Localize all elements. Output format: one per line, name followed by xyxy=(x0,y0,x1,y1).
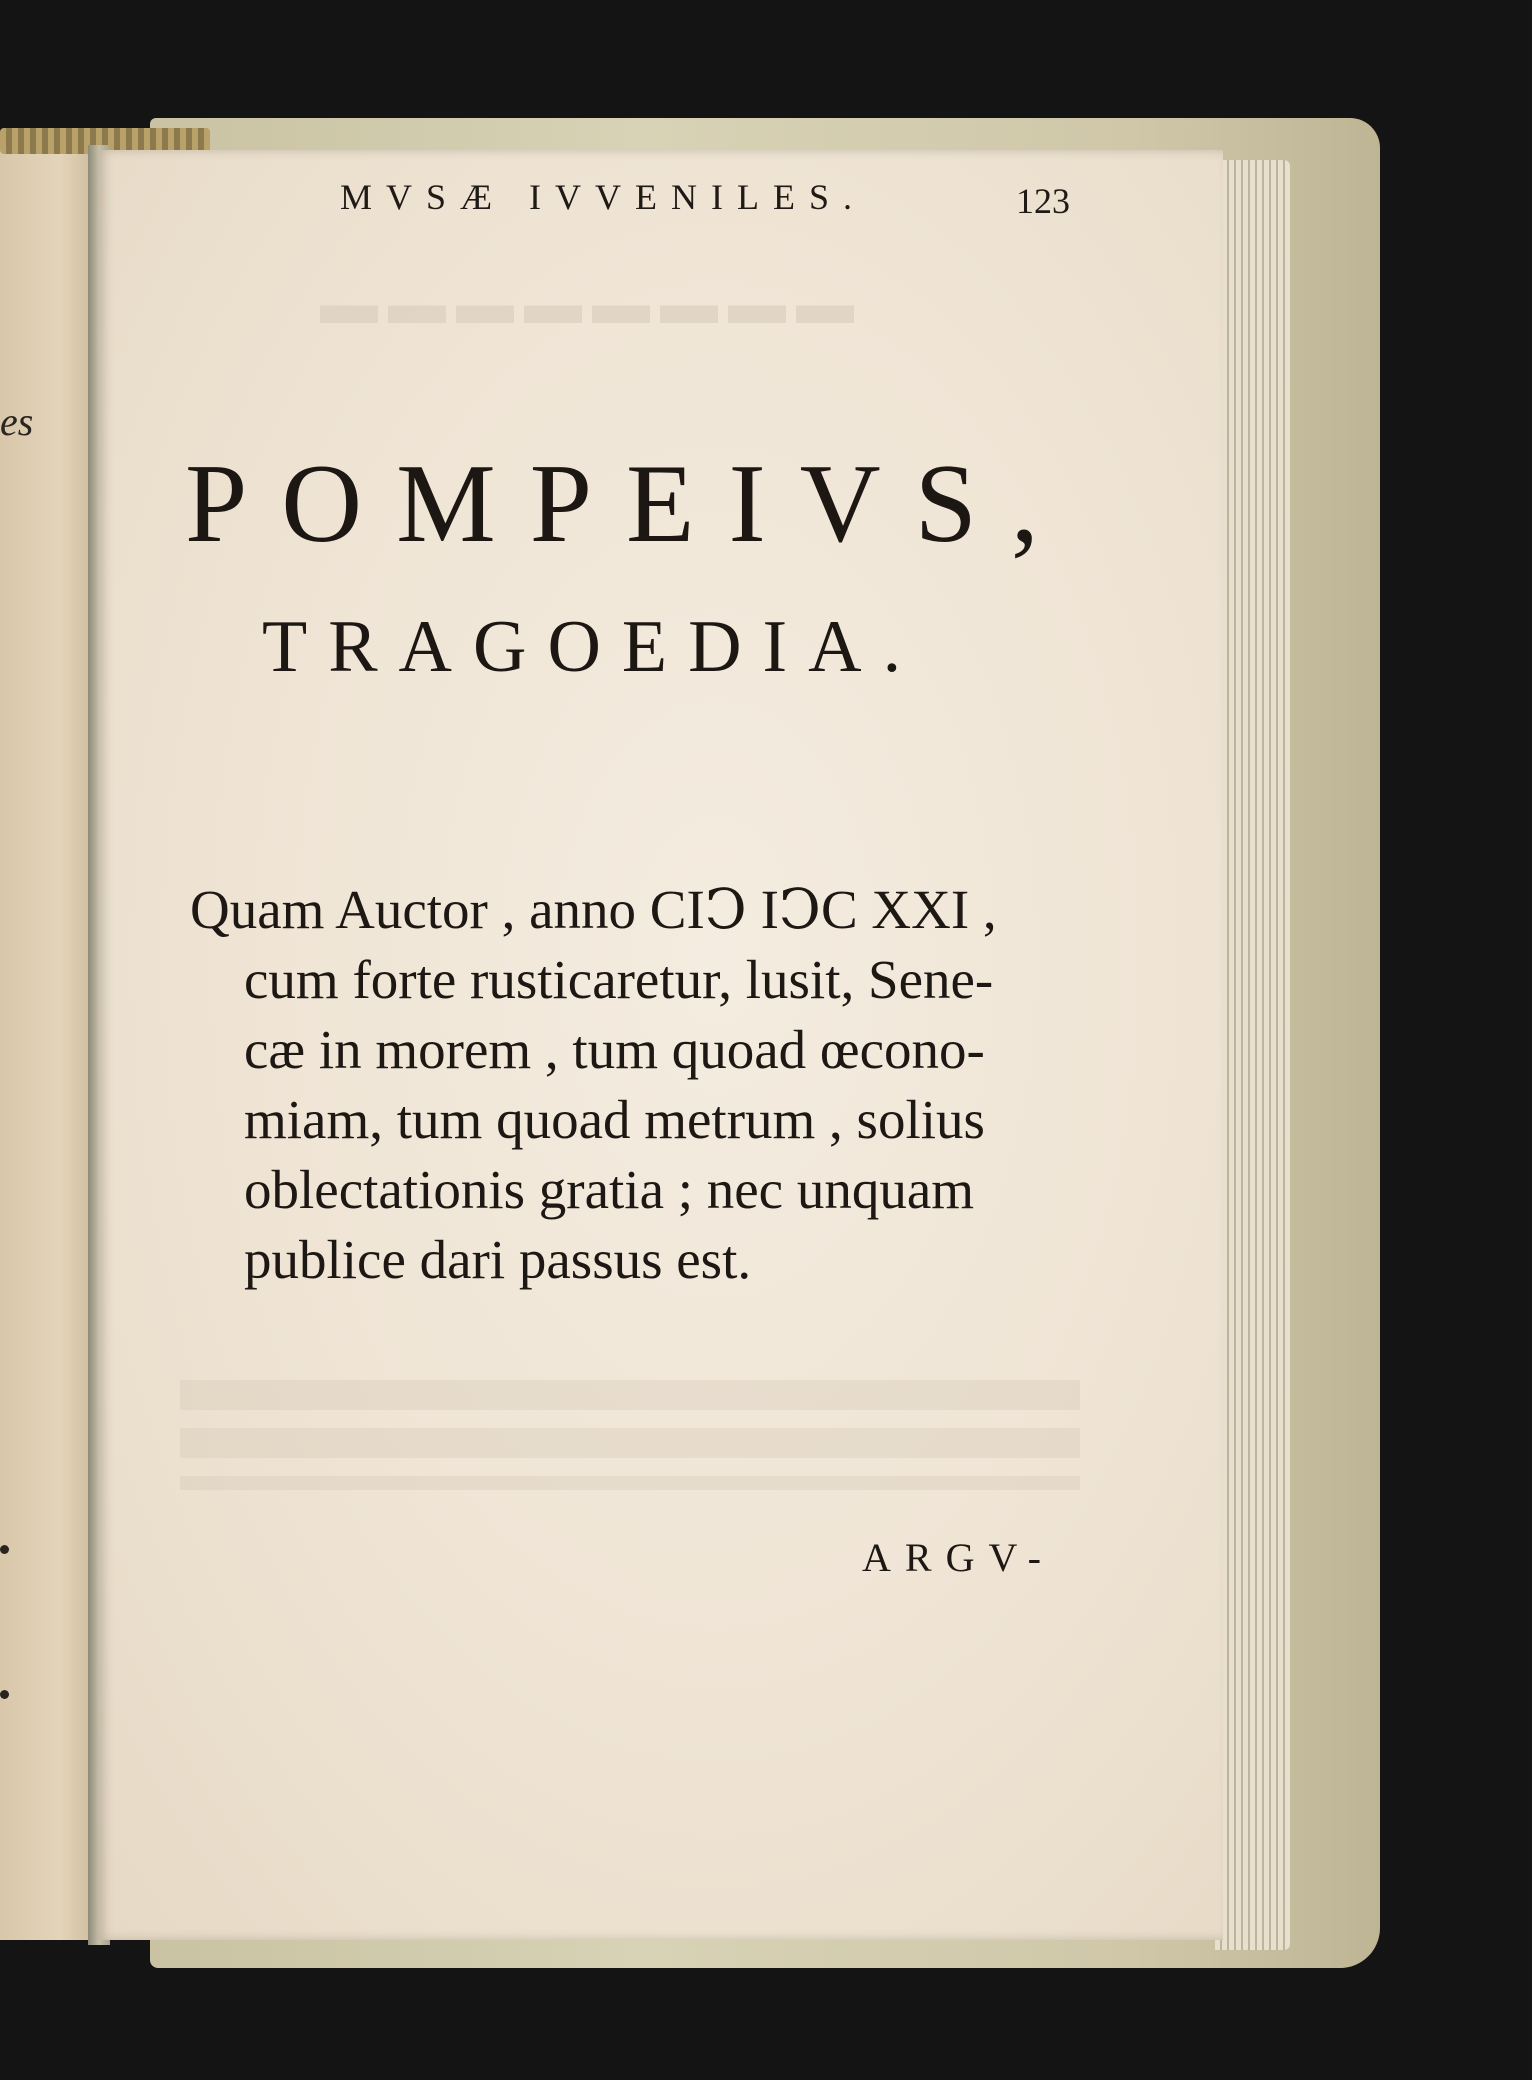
body-line: publice dari passus est. xyxy=(244,1229,752,1290)
left-page-mark xyxy=(0,1690,9,1699)
body-line: miam, tum quoad metrum , solius xyxy=(244,1089,985,1150)
body-line: cæ in morem , tum quoad œcono- xyxy=(244,1019,985,1080)
catchword: ARGV- xyxy=(862,1535,1055,1580)
page-title: POMPEIVS, xyxy=(185,442,1073,566)
body-line: cum forte rusticaretur, lusit, Sene- xyxy=(244,949,994,1010)
running-head: MVSÆ IVVENILES. xyxy=(340,177,867,217)
page-number: 123 xyxy=(1016,181,1070,221)
body-line: oblectationis gratia ; nec unquam xyxy=(244,1159,975,1220)
show-through-decoration xyxy=(180,1380,1080,1490)
left-page-mark xyxy=(0,1545,9,1554)
body-line: Quam Auctor , anno CIↃ IↃC XXI , xyxy=(190,879,997,940)
show-through-decoration: ▬▬▬▬▬▬▬▬ xyxy=(320,271,864,336)
body-paragraph xyxy=(190,875,1080,1295)
left-page-fragment: es xyxy=(0,399,34,444)
page-edges xyxy=(1215,160,1290,1950)
page-subtitle: TRAGOEDIA. xyxy=(262,606,923,688)
